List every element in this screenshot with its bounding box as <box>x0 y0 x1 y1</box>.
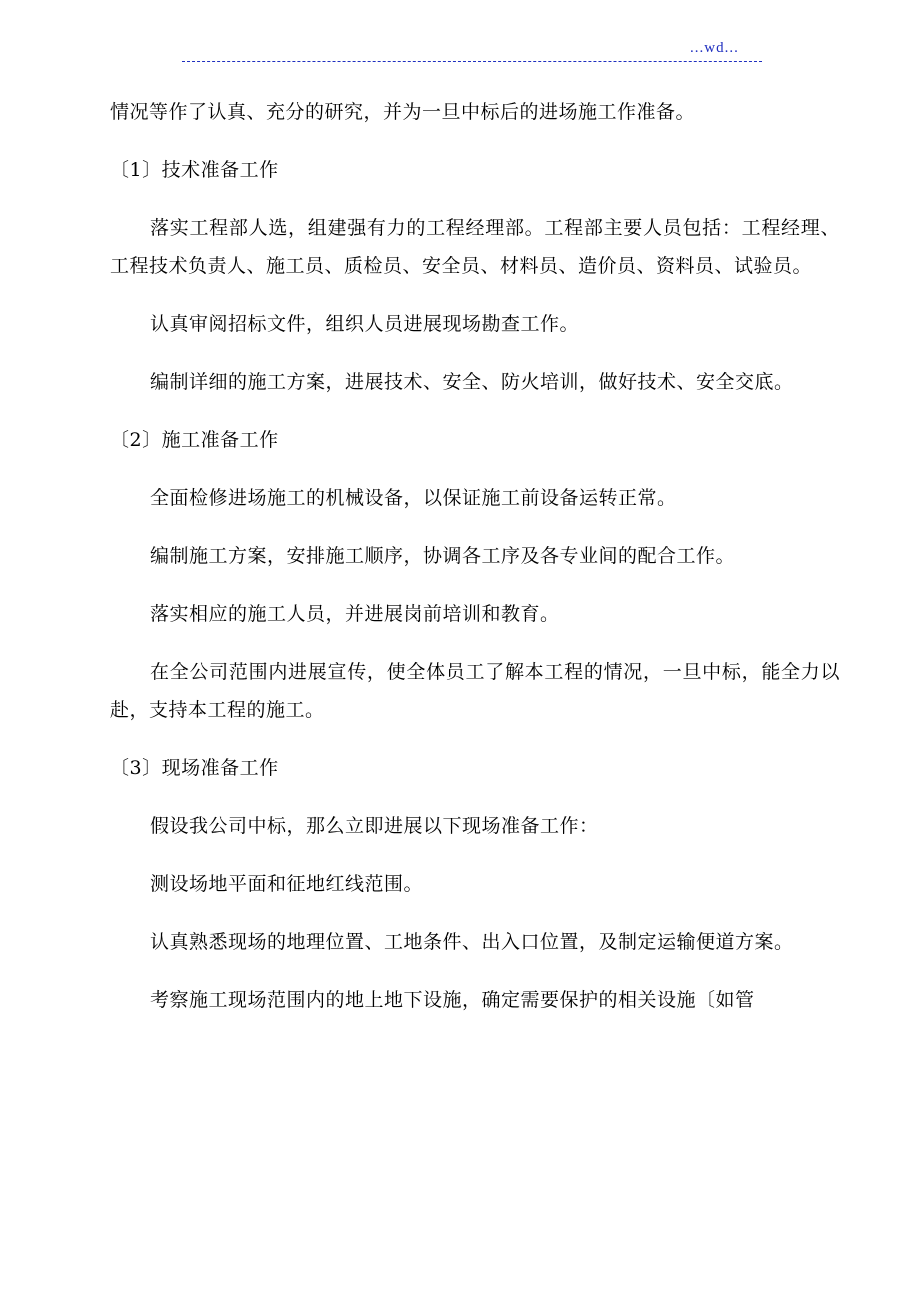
paragraph: 编制施工方案，安排施工顺序，协调各工序及各专业间的配合工作。 <box>150 545 736 567</box>
paragraph-continuation: 情况等作了认真、充分的研究，并为一旦中标后的进场施工作准备。 <box>110 101 696 123</box>
document-body <box>110 93 840 1039</box>
paragraph: 落实相应的施工人员，并进展岗前培训和教育。 <box>150 603 560 625</box>
paragraph: 认真审阅招标文件，组织人员进展现场勘查工作。 <box>150 313 580 335</box>
header-watermark: ...wd... <box>690 40 739 56</box>
paragraph: 假设我公司中标，那么立即进展以下现场准备工作： <box>150 815 599 837</box>
paragraph: 全面检修进场施工的机械设备，以保证施工前设备运转正常。 <box>150 487 677 509</box>
paragraph: 考察施工现场范围内的地上地下设施，确定需要保护的相关设施〔如管 <box>150 989 755 1011</box>
paragraph: 测设场地平面和征地红线范围。 <box>150 873 424 895</box>
header-dashed-rule <box>182 61 762 62</box>
paragraph: 在全公司范围内进展宣传，使全体员工了解本工程的情况，一旦中标，能全力以赴，支持本工程的施工。 <box>110 661 840 721</box>
section-heading-construction-prep: 〔2〕施工准备工作 <box>110 429 279 451</box>
paragraph: 落实工程部人选，组建强有力的工程经理部。工程部主要人员包括：工程经理、工程技术负责人、施工员、质检员、安全员、材料员、造价员、资料员、试验员。 <box>110 217 840 277</box>
section-heading-technical-prep: 〔1〕技术准备工作 <box>110 159 279 181</box>
section-heading-site-prep: 〔3〕现场准备工作 <box>110 757 279 779</box>
paragraph: 认真熟悉现场的地理位置、工地条件、出入口位置，及制定运输便道方案。 <box>150 931 794 953</box>
paragraph: 编制详细的施工方案，进展技术、安全、防火培训，做好技术、安全交底。 <box>150 371 794 393</box>
